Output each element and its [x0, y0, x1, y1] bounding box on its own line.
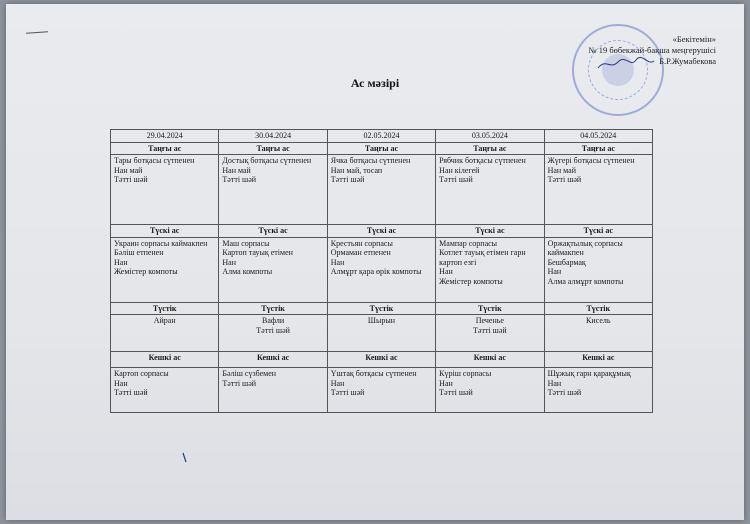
- date-cell: 04.05.2024: [544, 130, 652, 143]
- meal-label: Түстік: [111, 302, 219, 315]
- meal-label: Түстік: [219, 302, 327, 315]
- approval-block: [588, 34, 716, 67]
- snack-cell: [327, 315, 435, 352]
- dish: Картоп сорпасы: [114, 369, 169, 378]
- lunch-cell: [219, 237, 327, 302]
- dish: Тәтті шәй: [473, 325, 507, 335]
- dish: Оржақтылық сорпасы каймакпен: [547, 238, 623, 257]
- snack-cell: [219, 315, 327, 352]
- dish: Шұжық гарн қарақұмық: [547, 369, 631, 378]
- dish: Тәтті шәй: [114, 388, 148, 397]
- snack-header-row: [111, 302, 653, 315]
- dish: Алма компоты: [222, 267, 273, 276]
- dish: Шырын: [367, 316, 396, 325]
- dish: Крестьян сорпасы: [330, 238, 393, 248]
- dish: Бешбармақ: [547, 257, 586, 267]
- lunch-cell: [544, 237, 652, 302]
- lunch-cell: [327, 237, 435, 302]
- dish: Тәтті шәй: [222, 378, 257, 388]
- approval-line: «Бекітемін»: [672, 34, 716, 44]
- meal-label: Түскі ас: [219, 225, 327, 238]
- meal-label: Кешкі ас: [219, 352, 327, 368]
- breakfast-header-row: [111, 142, 653, 155]
- dinner-header-row: [111, 352, 653, 368]
- paper-sheet: [6, 4, 744, 520]
- date-cell: 03.05.2024: [436, 130, 544, 143]
- snack-row: [111, 315, 653, 352]
- meal-label: Кешкі ас: [327, 352, 435, 368]
- meal-label: Түскі ас: [544, 225, 652, 238]
- dish: Тәтті шәй: [547, 175, 582, 184]
- dish: Жемістер компоты: [439, 276, 503, 286]
- menu-table: [110, 129, 653, 413]
- dish: Нан май: [547, 165, 577, 175]
- dish: Тәтті шәй: [114, 175, 148, 184]
- breakfast-cell: [111, 155, 219, 225]
- dish: Тәтті шәй: [439, 388, 473, 397]
- dish: Жүгері ботқасы сүтпенен: [547, 156, 635, 165]
- dish: Жемістер компоты: [114, 267, 178, 276]
- dish: Достық ботқасы сүтпенен: [222, 156, 312, 165]
- meal-label: Түскі ас: [111, 225, 219, 238]
- dish: Нан: [114, 378, 128, 388]
- dish: Нан май: [222, 165, 251, 175]
- pen-mark: [26, 31, 48, 34]
- dish: Украин сорпасы каймакпен: [114, 238, 208, 248]
- breakfast-row: [111, 155, 653, 225]
- dish: Бәліш сүзбемен: [222, 369, 277, 378]
- dish: Тәтті шәй: [547, 388, 582, 397]
- dish: Тәтті шәй: [256, 325, 290, 335]
- approval-line: № 19 бөбекжай-бақша меңгерушісі: [588, 45, 716, 55]
- meal-label: Түстік: [436, 302, 544, 315]
- dish: Нан: [330, 378, 345, 388]
- dish: Тәтті шәй: [439, 175, 473, 184]
- dish: Алма алмұрт компоты: [547, 276, 624, 286]
- dish: Ячка ботқасы сүтпенен: [330, 156, 411, 165]
- date-cell: 29.04.2024: [111, 130, 219, 143]
- dish: Кисель: [586, 316, 611, 325]
- date-row: [111, 130, 653, 143]
- meal-label: Таңғы ас: [219, 142, 327, 155]
- dinner-row: [111, 368, 653, 413]
- dish: Нан: [439, 378, 453, 388]
- dish: Үштақ ботқасы сүтпенен: [330, 369, 417, 378]
- breakfast-cell: [327, 155, 435, 225]
- dish: Нан: [439, 267, 453, 276]
- meal-label: Таңғы ас: [436, 142, 544, 155]
- meal-label: Түстік: [327, 302, 435, 315]
- dinner-cell: [436, 368, 544, 413]
- dish: Айран: [153, 316, 176, 325]
- meal-label: Түстік: [544, 302, 652, 315]
- breakfast-cell: [219, 155, 327, 225]
- dish: Нан кілегей: [439, 165, 480, 175]
- snack-cell: [544, 315, 652, 352]
- dish: Картоп тауық етімен: [222, 248, 293, 257]
- dish: Рябчик ботқасы сүтпенен: [439, 156, 526, 165]
- lunch-cell: [436, 237, 544, 302]
- dish: Нан: [222, 257, 236, 267]
- page-title: Ас мәзірі: [350, 76, 400, 90]
- ink-tick-mark: [182, 452, 190, 464]
- date-cell: 30.04.2024: [219, 130, 327, 143]
- dinner-cell: [327, 368, 435, 413]
- meal-label: Кешкі ас: [436, 352, 544, 368]
- lunch-row: [111, 237, 653, 302]
- lunch-cell: [111, 237, 219, 302]
- date-cell: 02.05.2024: [327, 130, 435, 143]
- dish: Нан май, тосап: [330, 165, 383, 175]
- dinner-cell: [111, 368, 219, 413]
- approval-line: Б.Р.Жумабекова: [659, 56, 716, 66]
- dish: Нан: [547, 378, 562, 388]
- dish: Мампар сорпасы: [439, 238, 498, 248]
- dish: Ормаман етпенен: [330, 248, 391, 257]
- meal-label: Кешкі ас: [111, 352, 219, 368]
- meal-label: Түскі ас: [436, 225, 544, 238]
- breakfast-cell: [544, 155, 652, 225]
- dish: Бәліш етпенен: [114, 248, 164, 257]
- dish: Вафли: [262, 316, 285, 325]
- dish: Печенье: [475, 316, 504, 325]
- meal-label: Түскі ас: [327, 225, 435, 238]
- dish: Тәтті шәй: [330, 175, 365, 184]
- meal-label: Таңғы ас: [544, 142, 652, 155]
- dish: Нан: [547, 267, 562, 276]
- breakfast-cell: [436, 155, 544, 225]
- snack-cell: [111, 315, 219, 352]
- dish: Нан май: [114, 165, 143, 175]
- dinner-cell: [544, 368, 652, 413]
- dish: Нан: [330, 257, 345, 267]
- lunch-header-row: [111, 225, 653, 238]
- dish: Маш сорпасы: [222, 238, 270, 248]
- dish: Котлет тауық етімен гарн картоп езгі: [439, 248, 526, 267]
- meal-label: Кешкі ас: [544, 352, 652, 368]
- dish: Алмұрт қара өрік компоты: [330, 267, 422, 276]
- dish: Күріш сорпасы: [439, 369, 492, 378]
- meal-label: Таңғы ас: [327, 142, 435, 155]
- dish: Нан: [114, 257, 128, 267]
- dish: Тәтті шәй: [222, 175, 257, 184]
- snack-cell: [436, 315, 544, 352]
- dish: Тәтті шәй: [330, 388, 365, 397]
- meal-label: Таңғы ас: [111, 142, 219, 155]
- dinner-cell: [219, 368, 327, 413]
- dish: Тары ботқасы сүтпенен: [114, 156, 195, 165]
